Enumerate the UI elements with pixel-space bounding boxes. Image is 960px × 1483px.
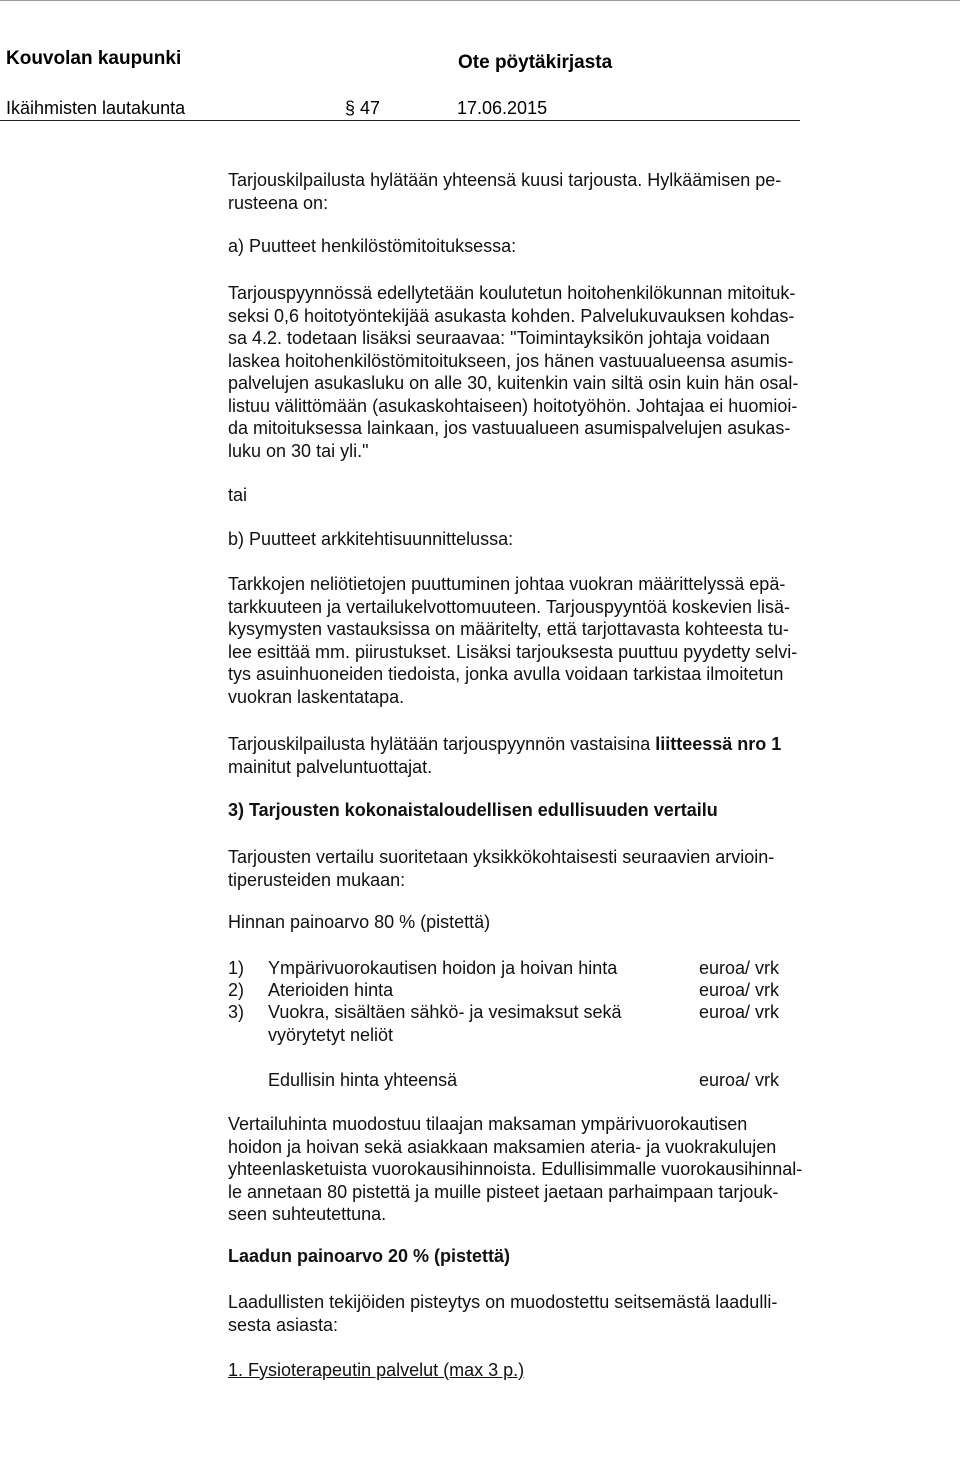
item-unit: euroa/ vrk: [699, 1002, 780, 1022]
section-a-heading: a) Puutteet henkilöstömitoituksessa:: [228, 236, 517, 256]
rejection-paragraph: [228, 733, 823, 778]
text-line: palvelujen asukasluku on alle 30, kuitenkin vain siltä osin kuin hän osal-: [228, 373, 799, 393]
section-b-paragraph: [228, 573, 823, 708]
item-label: vyörytetyt neliöt: [268, 1025, 394, 1045]
total-unit: euroa/ vrk: [699, 1070, 780, 1090]
text-line: Vertailuhinta muodostuu tilaajan maksaman ympärivuorokautisen: [228, 1114, 748, 1134]
text-line: seksi 0,6 hoitotyöntekijää asukasta kohden. Palvelukuvauksen kohdas-: [228, 305, 795, 326]
text-line: tiperusteiden mukaan:: [228, 869, 406, 890]
item-unit: euroa/ vrk: [699, 958, 780, 978]
quality-weight-heading: Laadun painoarvo 20 % (pistettä): [228, 1246, 511, 1266]
text-line: kysymysten vastauksissa on määritelty, että tarjottavasta kohteesta tu-: [228, 619, 789, 639]
item-label: Ympärivuorokautisen hoidon ja hoivan hinta: [268, 958, 618, 978]
text-line: seen suhteutettuna.: [228, 1204, 387, 1224]
header-rule: [0, 120, 800, 121]
text-line: luku on 30 tai yli.": [228, 440, 369, 461]
item-number: 2): [228, 980, 245, 1000]
meeting-date: 17.06.2015: [457, 98, 548, 118]
text-line: tarkkuuteen ja vertailukelvottomuuteen. Tarjouspyyntöä koskevien lisä-: [228, 596, 790, 617]
item-number: 3): [228, 1002, 245, 1022]
text-line: Tarjouskilpailusta hylätään yhteensä kuusi tarjousta. Hylkäämisen pe-: [228, 170, 782, 190]
text-line: Tarjouspyynnössä edellytetään koulutetun hoitohenkilökunnan mitoituk-: [228, 283, 796, 303]
section-a-paragraph: [228, 282, 823, 462]
attachment-reference: liitteessä nro 1: [655, 734, 782, 754]
text-line: hoidon ja hoivan sekä asiakkaan maksamien ateria- ja vuokrakulujen: [228, 1136, 777, 1157]
section-3-heading: 3) Tarjousten kokonaistaloudellisen edullisuuden vertailu: [228, 800, 718, 820]
text-line: [228, 733, 823, 756]
scan-top-edge: [0, 0, 960, 1]
quality-paragraph: [228, 1291, 823, 1336]
total-label: Edullisin hinta yhteensä: [268, 1070, 458, 1090]
text-line: sa 4.2. todetaan lisäksi seuraavaa: "Toimintayksikön johtaja voidaan: [228, 328, 770, 348]
text-line: yhteenlasketuista vuorokausihinnoista. Edullisimmalle vuorokausihinnal-: [228, 1159, 803, 1179]
section-3-paragraph: [228, 846, 823, 891]
text-line: lee esittää mm. piirustukset. Lisäksi tarjouksesta puuttuu pyydetty selvi-: [228, 641, 798, 662]
quality-item-1: 1. Fysioterapeutin palvelut (max 3 p.): [228, 1360, 525, 1380]
intro-paragraph: [228, 169, 823, 214]
text-line: laskea hoitohenkilöstömitoitukseen, jos hänen vastuualueensa asumis-: [228, 350, 794, 371]
text-line: listuu välittömään (asukaskohtaiseen) hoitotyöhön. Johtajaa ei huomioi-: [228, 395, 798, 416]
text-line: le annetaan 80 pistettä ja muille pisteet jaetaan parhaimpaan tarjouk-: [228, 1181, 779, 1202]
price-weight-heading: Hinnan painoarvo 80 % (pistettä): [228, 912, 491, 932]
text-line: rusteena on:: [228, 192, 329, 213]
text-line: vuokran laskentatapa.: [228, 686, 405, 707]
item-unit: euroa/ vrk: [699, 980, 780, 1000]
section-number: § 47: [345, 98, 381, 118]
text-line: Tarjousten vertailu suoritetaan yksikkökohtaisesti seuraavien arvioin-: [228, 847, 775, 867]
comparison-paragraph: [228, 1113, 823, 1226]
text-line: tys asuinhuoneiden tiedoista, jonka avulla voidaan tarkistaa ilmoitetun: [228, 664, 784, 684]
text-line: Laadullisten tekijöiden pisteytys on muodostettu seitsemästä laadulli-: [228, 1292, 778, 1312]
document-type: Ote pöytäkirjasta: [458, 52, 613, 73]
item-label: Aterioiden hinta: [268, 980, 394, 1000]
text-line: sesta asiasta:: [228, 1314, 339, 1335]
committee-name: Ikäihmisten lautakunta: [6, 98, 186, 118]
section-b-heading: b) Puutteet arkkitehtisuunnittelussa:: [228, 529, 514, 549]
tai-connector: tai: [228, 485, 248, 505]
item-number: 1): [228, 958, 245, 978]
org-name: Kouvolan kaupunki: [6, 48, 182, 69]
text-fragment: Tarjouskilpailusta hylätään tarjouspyynnön vastaisina: [228, 734, 656, 754]
text-line: Tarkkojen neliötietojen puuttuminen johtaa vuokran määrittelyssä epä-: [228, 574, 786, 594]
text-line: mainitut palveluntuottajat.: [228, 756, 433, 777]
item-label: Vuokra, sisältäen sähkö- ja vesimaksut sekä: [268, 1002, 622, 1022]
text-line: da mitoituksessa lainkaan, jos vastuualueen asumispalvelujen asukas-: [228, 418, 791, 438]
